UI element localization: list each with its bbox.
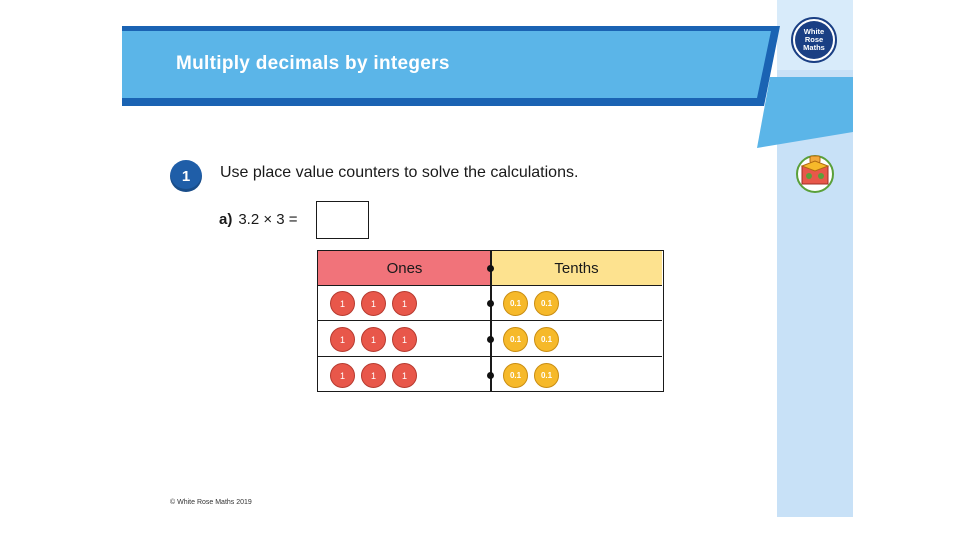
tenths-counter: 0.1 [534, 363, 559, 388]
ones-counter: 1 [361, 363, 386, 388]
white-rose-maths-logo: White Rose Maths [791, 17, 837, 63]
decimal-point [487, 372, 494, 379]
part-a-calculation [219, 211, 298, 228]
question-number-badge: 1 [170, 160, 202, 192]
lego-brick-icon [795, 153, 835, 193]
ones-counter: 1 [392, 363, 417, 388]
ones-counter: 1 [361, 291, 386, 316]
tenths-counter: 0.1 [503, 291, 528, 316]
tenths-counter: 0.1 [534, 327, 559, 352]
header-tenths: Tenths [491, 251, 662, 286]
decimal-point [487, 336, 494, 343]
tenths-counter: 0.1 [503, 363, 528, 388]
copyright-text: © White Rose Maths 2019 [170, 499, 252, 506]
calculation-text: 3.2 × 3 = [238, 211, 298, 228]
ones-counter: 1 [361, 327, 386, 352]
ones-counter: 1 [392, 291, 417, 316]
ones-counter: 1 [330, 291, 355, 316]
ones-counter: 1 [330, 327, 355, 352]
page-title: Multiply decimals by integers [176, 53, 450, 74]
question-text: Use place value counters to solve the calculations. [220, 164, 579, 181]
place-value-table [317, 250, 664, 392]
tenths-counter: 0.1 [503, 327, 528, 352]
part-a-label: a) [219, 211, 233, 228]
tenths-counter: 0.1 [534, 291, 559, 316]
header-ones: Ones [318, 251, 491, 286]
ones-counter: 1 [392, 327, 417, 352]
decimal-point [487, 300, 494, 307]
answer-box[interactable] [316, 201, 369, 239]
ones-counter: 1 [330, 363, 355, 388]
decimal-point [487, 265, 494, 272]
